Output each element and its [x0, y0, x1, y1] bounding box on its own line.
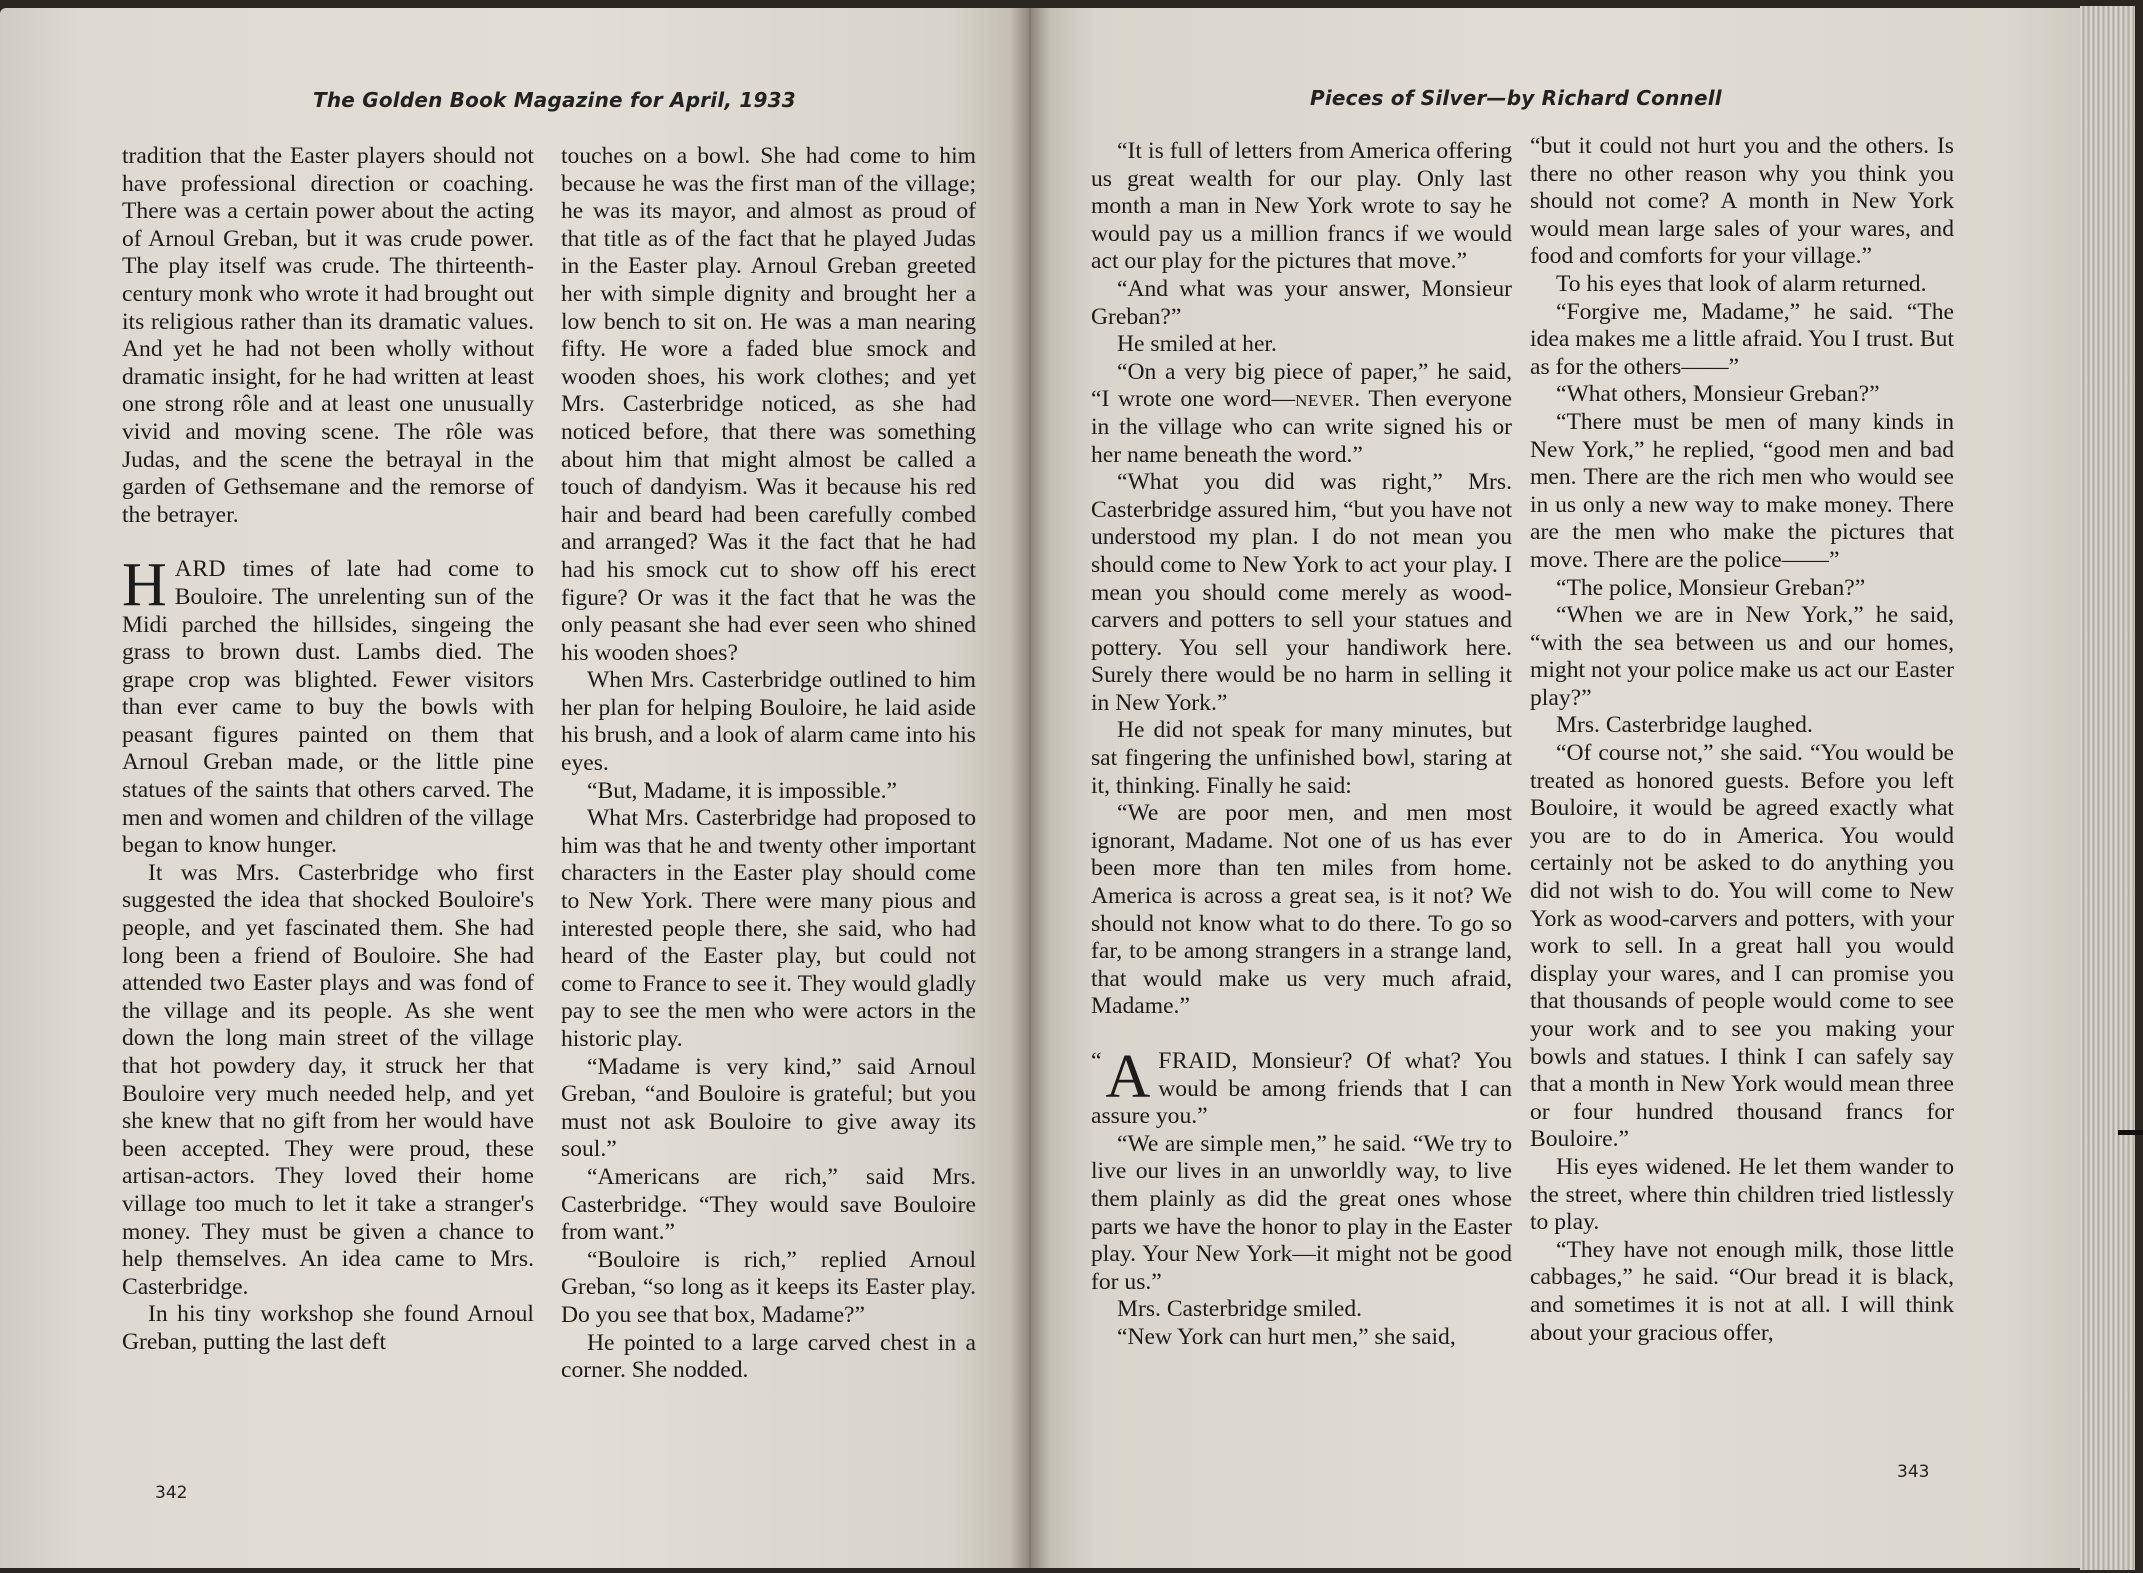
page-edges — [2080, 6, 2143, 1570]
paragraph: “What others, Monsieur Greban?” — [1556, 381, 1880, 408]
paragraph: “but it could not hurt you and the others. Is there no other reason why you think you should not come? A month in New York would mean large sales of your wares, and food and comforts for your village.” — [1530, 133, 1954, 270]
left-column-2 — [561, 143, 976, 1385]
right-page-number: 343 — [1897, 1462, 1930, 1482]
paragraph: What Mrs. Casterbridge had proposed to him was that he and twenty other important characters in the Easter play should come to New York. There were many pious and interested people there, she said, who had heard of the Easter play, but could not come to France to see it. They would gladly pay to see the men who were actors in the historic play. — [561, 805, 976, 1052]
dropcap-letter: A — [1105, 1043, 1151, 1111]
paragraph: “Americans are rich,” said Mrs. Casterbridge. “They would save Bouloire from want.” — [561, 1163, 976, 1246]
paragraph: “Forgive me, Madame,” he said. “The idea makes me a little afraid. You I trust. But as for the others——” — [1530, 298, 1954, 380]
edge-marker — [2118, 1130, 2143, 1135]
book-gutter — [1010, 8, 1050, 1568]
paragraph: When Mrs. Casterbridge outlined to him her plan for helping Bouloire, he laid aside his brush, and a look of alarm came into his eyes. — [561, 667, 976, 777]
paragraph: “New York can hurt men,” she said, — [1117, 1323, 1456, 1350]
paragraph-text: Monsieur? Of what? You would be among friends that I can assure you.” — [1091, 1048, 1512, 1130]
left-column-1 — [122, 143, 534, 1357]
right-running-header: Pieces of Silver—by Richard Connell — [1310, 86, 1722, 110]
background-edge — [2135, 0, 2143, 1573]
right-column-2 — [1530, 133, 1954, 1347]
paragraph: “We are poor men, and men most ignorant, Madame. Not one of us has ever been more than ten miles from home. America is across a great sea, is it not? We should not know what to do there. To go so far, to be among strangers in a strange land, that would make us very much afraid, Madame.” — [1091, 800, 1512, 1020]
paragraph: “Bouloire is rich,” replied Arnoul Greban, “so long as it keeps its Easter play. Do you see that box, Madame?” — [561, 1246, 976, 1328]
paragraph: “Madame is very kind,” said Arnoul Greban, “and Bouloire is grateful; but you must not ask Bouloire to give away its soul.” — [561, 1053, 976, 1163]
paragraph: “The police, Monsieur Greban?” — [1556, 574, 1866, 601]
paragraph: tradition that the Easter players should not have professional direction or coaching. There was a certain power about the acting of Arnoul Greban, but it was crude power. The play itself was crude. The thirteenth-century monk who wrote it had brought out its religious rather than its dramatic values. And yet he had not been wholly without dramatic insight, for he had written at least one strong rôle and at least one unusually vivid and moving scene. The rôle was Judas, and the scene the betrayal in the garden of Gethsemane and the remorse of the betrayer. — [122, 143, 534, 528]
paragraph: “It is full of letters from America offering us great wealth for our play. Only last month a man in New York wrote to say he would pay us a million francs if we would act our play for the pictures that move.” — [1091, 138, 1512, 275]
paragraph: Mrs. Casterbridge smiled. — [1117, 1296, 1363, 1323]
paragraph-text: . Then everyone in the village who can write signed his or her name beneath the word.” — [1091, 386, 1512, 468]
paragraph-text: “On a very big piece of paper,” he said, “I wrote one word— — [1091, 358, 1512, 413]
smallcaps-lead: ARD — [174, 556, 227, 583]
paragraph: It was Mrs. Casterbridge who first suggested the idea that shocked Bouloire's people, and yet fascinated them. She had long been a friend of Bouloire. She had attended two Easter plays and was fond of the village and its people. As she went down the long main street of the village that hot powdery day, it struck her that Bouloire very much needed help, and yet she knew that no gift from her would have been accepted. They were proud, these artisan-actors. They loved their home village too much to let it take a stranger's money. They must be given a chance to help themselves. An idea came to Mrs. Casterbridge. — [122, 859, 534, 1300]
dropcap-letter: H — [122, 551, 167, 620]
paragraph: He smiled at her. — [1117, 331, 1277, 358]
paragraph: His eyes widened. He let them wander to the street, where thin children tried listlessly to play. — [1530, 1153, 1954, 1236]
paragraph: Mrs. Casterbridge laughed. — [1556, 712, 1813, 739]
paragraph — [1091, 359, 1512, 469]
paragraph-dropcap — [122, 551, 534, 860]
paragraph-text: times of late had come to Bouloire. The unrelenting sun of the Midi parched the hillsides, singeing the grass to brown dust. Lambs died. The grape crop was blighted. Fewer visitors than ever came to buy the bowls with peasant figures painted on them that Arnoul Greban made, or the little pine statues of the saints that others carved. The men and women and children of the village began to know hunger. — [122, 556, 534, 859]
left-page-number: 342 — [155, 1483, 188, 1503]
paragraph: “We are simple men,” he said. “We try to live our lives in an unworldly way, to live them plainly as did the great ones whose parts we have the honor to play in the Easter play. Your New York—it might not be good for us.” — [1091, 1130, 1512, 1295]
paragraph: He did not speak for many minutes, but sat fingering the unfinished bowl, staring at it, thinking. Finally he said: — [1091, 717, 1512, 799]
paragraph: “What you did was right,” Mrs. Casterbridge assured him, “but you have not understood my plan. I do not mean you should come to New York to act your play. I mean you should come merely as wood-carvers and potters to sell your statues and pottery. You sell your handiwork here. Surely there would be no harm in selling it in New York.” — [1091, 469, 1512, 716]
right-column-1 — [1091, 138, 1512, 1352]
paragraph-dropcap — [1091, 1043, 1512, 1131]
left-running-header: The Golden Book Magazine for April, 1933 — [313, 88, 796, 112]
paragraph: In his tiny workshop she found Arnoul Greban, putting the last deft — [122, 1301, 534, 1355]
paragraph: “But, Madame, it is impossible.” — [587, 777, 897, 804]
paragraph: “And what was your answer, Monsieur Greban?” — [1091, 275, 1512, 330]
paragraph: He pointed to a large carved chest in a corner. She nodded. — [561, 1329, 976, 1384]
smallcaps-lead: FRAID, — [1158, 1048, 1238, 1074]
paragraph: touches on a bowl. She had come to him because he was the first man of the village; he was its mayor, and almost as proud of that title as of the fact that he played Judas in the Easter play. Arnoul Greban greeted her with simple dignity and brought her a low bench to sit on. He was a man nearing fifty. He wore a faded blue smock and wooden shoes, his work clothes; and yet Mrs. Casterbridge noticed, as she had noticed before, that there was something about him that might almost be called a touch of dandyism. Was it because his red hair and beard had been carefully combed and arranged? Was it the fact that he had had his smock cut to show off his erect figure? Or was it the fact that he was the only peasant she had ever seen who shined his wooden shoes? — [561, 143, 976, 666]
paragraph: “Of course not,” she said. “You would be treated as honored guests. Before you left Bouloire, it would be agreed exactly what you are to do in America. You would certainly not be asked to do anything you did not wish to do. You will come to New York as wood-carvers and potters, with your work to sell. In a great hall you would display your wares, and I can promise you that thousands of people would come to see your work and to see you making your bowls and statues. I think I can safely say that a month in New York would mean three or four hundred thousand francs for Bouloire.” — [1530, 740, 1954, 1153]
paragraph: To his eyes that look of alarm returned. — [1556, 270, 1927, 297]
paragraph: “They have not enough milk, those little cabbages,” he said. “Our bread it is black, and sometimes it is not at all. I will think about your gracious offer, — [1530, 1236, 1954, 1346]
smallcaps-word: never — [1295, 386, 1355, 413]
paragraph: “When we are in New York,” he said, “with the sea between us and our homes, might not your police make us act our Easter play?” — [1530, 602, 1954, 711]
paragraph: “There must be men of many kinds in New York,” he replied, “good men and bad men. There are the rich men who would see in us only a new way to make money. There are the men who make the pictures that move. There are the police——” — [1530, 408, 1954, 573]
open-quote: “ — [1091, 1048, 1102, 1074]
